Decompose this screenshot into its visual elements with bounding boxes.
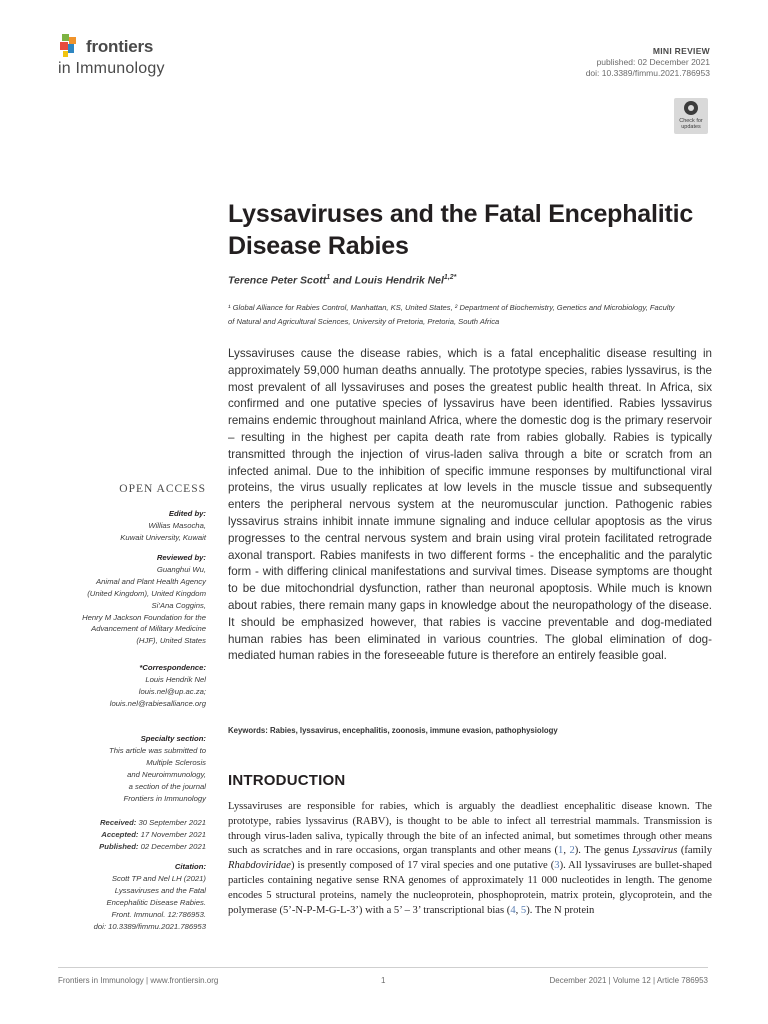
introduction-text: Lyssaviruses are responsible for rabies, which is arguably the deadliest encephalitic disease known. The prototype, rabies lyssavirus (RABV), is thought to be able to infect all terrestrial mammals. Transmission is through virus-laden saliva, typically through the bite of an infected animal, but sometimes through other means such as scratches and in rare occasions, organ transplants and other means (1, 2). The genus Lyssavirus (family Rhabdoviridae) is presently composed of 17 viral species and one putative (3). All lyssaviruses are bullet-shaped particles containing negative sense RNA genomes of approximately 11 000 nucleotides in length. The genome encodes 5 structural proteins, namely the nucleoprotein, phosphoprotein, matrix protein, glycoprotein, and the polymerase (5’-N-P-M-G-L-3’) with a 5’ – 3’ transcriptional bias (4, 5). The N protein [228,801,713,916]
author-2-affil: 1,2* [443,274,457,281]
check-updates-label: Check for updates [679,118,703,130]
affiliations: ¹ Global Alliance for Rabies Control, Manhattan, KS, United States, ² Department of Biochemistry, Genetics and Microbiology, Faculty of Natural and Agricultural Sciences, University of Pretoria, Pretoria, South Africa [228,303,675,326]
article-title: Lyssaviruses and the Fatal Encephalitic Disease Rabies [228,200,694,260]
citation-line: Front. Immunol. 12:786953. [111,909,206,919]
citation-doi[interactable]: doi: 10.3389/fimmu.2021.786953 [93,921,206,931]
editor-line: Kuwait University, Kuwait [120,532,206,542]
logo-journal-text: in Immunology [58,60,165,77]
author-and: and [330,274,355,287]
citation-line: Lyssaviruses and the Fatal [114,885,206,895]
reference-link[interactable]: 1 [558,845,564,857]
article-type: MINI REVIEW [652,46,710,56]
specialty-line: and Neuroimmunology, [127,769,206,779]
footer-journal-link[interactable]: Frontiers in Immunology | www.frontiersin.org [58,976,219,985]
specialty-block [60,733,206,804]
published-date-side: Published: 02 December 2021 [99,841,206,851]
specialty-line: Frontiers in Immunology [123,793,206,803]
check-for-updates-badge[interactable] [674,98,708,134]
reviewed-by-heading: Reviewed by: [156,553,206,562]
citation-line: Scott TP and Nel LH (2021) [111,873,206,883]
dates-block [60,817,206,853]
keywords: Keywords: Rabies, lyssavirus, encephalitis, zoonosis, immune evasion, pathophysiology [228,726,558,735]
citation-heading: Citation: [174,862,206,871]
received-date: Received: 30 September 2021 [100,818,206,827]
correspondence-block [60,662,206,710]
editor-line[interactable]: Willias Masocha, [148,520,206,530]
frontiers-logo-icon [58,34,80,60]
edited-by-block [60,508,206,544]
reviewer-line: Henry M Jackson Foundation for the [82,612,206,622]
reference-link[interactable]: 3 [554,860,560,872]
reviewer-line: (HJF), United States [136,636,206,646]
reviewer-line: Advancement of Military Medicine [91,624,206,634]
journal-logo[interactable] [58,34,228,84]
reviewer-line[interactable]: Guanghui Wu, [156,564,206,574]
footer-divider [58,967,708,968]
correspondence-email[interactable]: louis.nel@rabiesalliance.org [109,698,206,708]
check-updates-icon [684,101,698,115]
logo-brand-text: frontiers [86,37,154,56]
reviewer-line: Animal and Plant Health Agency [96,576,206,586]
footer-issue-info: December 2021 | Volume 12 | Article 786953 [549,976,708,985]
article-doi[interactable]: doi: 10.3389/fimmu.2021.786953 [585,68,710,78]
citation-line: Encephalitic Disease Rabies. [106,897,206,907]
correspondence-email[interactable]: louis.nel@up.ac.za; [138,686,206,696]
reference-link[interactable]: 2 [569,845,575,857]
reference-link[interactable]: 4 [510,904,516,916]
article-meta [586,46,710,79]
reference-link[interactable]: 5 [520,904,527,916]
specialty-heading: Specialty section: [140,734,206,743]
specialty-line: Multiple Sclerosis [146,757,206,767]
reviewer-line: (United Kingdom), United Kingdom [87,588,206,598]
citation-block [60,861,206,932]
reviewer-line[interactable]: Si'Ana Coggins, [151,600,206,610]
reviewed-by-block [60,552,206,647]
author-1-affil: 1 [326,274,331,281]
correspondence-heading: *Correspondence: [139,663,206,672]
introduction-heading: INTRODUCTION [228,772,346,789]
correspondence-line: Louis Hendrik Nel [145,674,206,684]
author-list [228,274,456,287]
edited-by-heading: Edited by: [168,509,206,518]
page-number: 1 [381,976,386,985]
published-date: published: 02 December 2021 [596,57,710,67]
accepted-date: Accepted: 17 November 2021 [101,829,206,839]
author-2[interactable]: Louis Hendrik Nel [354,274,444,287]
abstract-text: Lyssaviruses cause the disease rabies, which is a fatal encephalitic disease resulting in approximately 59,000 human deaths annually. The prototype species, rabies lyssavirus, is the most prevalent of all lyssaviruses and poses the greatest public health threat. In Africa, six confirmed and one putative species of lyssavirus have been identified. Rabies lyssavirus remains endemic throughout mainland Africa, where the domestic dog is the primary reservoir – resulting in the highest per capita death rate from rabies globally. Rabies is typically transmitted through the injection of virus-laden saliva through a bite or scratch from an infected animal. Due to the inhibition of specific immune responses by multifunctional viral proteins, the virus usually replicates at low levels in the muscle tissue and subsequently enters the peripheral nervous system at the neuromuscular junction. Pathogenic rabies lyssavirus strains inhibit innate immune signaling and induce cellular apoptosis as the virus progresses to the central nervous system and brain using viral protein facilitated retrograde axonal transport. Rabies manifests in two different forms - the encephalitic and the paralytic form - with differing clinical manifestations and survival times. Disease symptoms are thought to be due mitochondrial dysfunction, rather than neuronal apoptosis. While much is known about rabies, there remain many gaps in knowledge about the neuropathology of the disease. It should be emphasized however, that rabies is vaccine preventable and dog-mediated human rabies has been eliminated in various countries. The global elimination of dog-mediated human rabies in the foreseeable future is therefore an entirely feasible goal. [228,347,712,663]
specialty-line: This article was submitted to [109,745,206,755]
open-access-label: OPEN ACCESS [119,483,206,495]
specialty-line: a section of the journal [128,781,206,791]
author-1[interactable]: Terence Peter Scott [228,274,327,287]
